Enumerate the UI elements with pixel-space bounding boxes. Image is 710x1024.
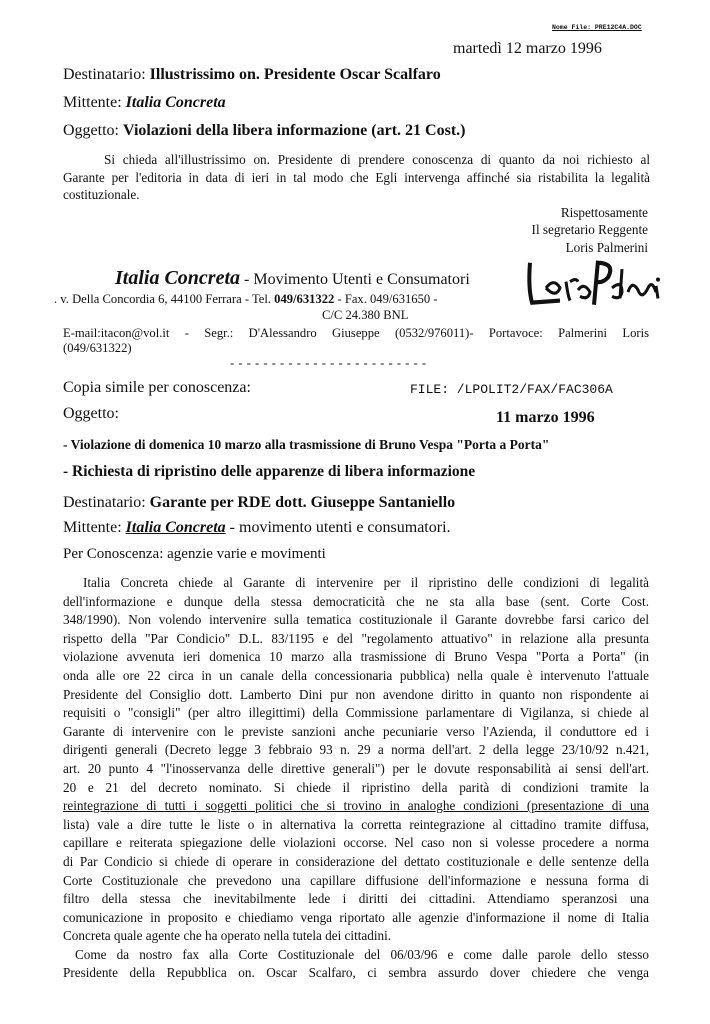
paragraph-line: 20 e 21 del decreto nominato. Si chiede il ripristino della parità di condizioni tramite la [63, 779, 649, 795]
recipient-line-2 [63, 494, 455, 512]
closing-line: Rispettosamente [560, 205, 648, 220]
handwritten-signature [524, 256, 664, 321]
file-reference: FILE: /LPOLIT2/FAX/FAC306A [410, 382, 613, 397]
recipient-value: Illustrissimo on. Presidente Oscar Scalfaro [149, 66, 441, 83]
paragraph-line: art. 20 punto 4 "l'inosservanza delle direttive generali") per le dovute responsabilità ai sensi dell'art. [63, 760, 649, 776]
letter1-body-line: costituzionale. [63, 187, 140, 202]
file-name: Nome File: PRE12C4A.DOC [552, 24, 642, 31]
paragraph-line: Concreta quale agente che ha operato nella tutela dei cittadini. [63, 928, 392, 944]
recipient-label-2: Destinatario: [63, 494, 150, 511]
main-paragraph [63, 574, 649, 983]
paragraph-line: violazione avvenuta ieri domenica 10 marzo alla trasmissione di Bruno Vespa "Porta a Porta" (in [63, 649, 649, 665]
paragraph-line: Italia Concreta chiede al Garante di intervenire per il ripristino delle condizioni di legalità [83, 575, 649, 590]
recipient-line [63, 66, 441, 84]
letter-date: martedì 12 marzo 1996 [453, 40, 602, 57]
paragraph-line: Come da nostro fax alla Corte Costituzionale del 06/03/96 e come dalle parole dello stesso [75, 946, 649, 962]
subject-line [63, 122, 465, 140]
address-line [54, 292, 438, 307]
recipient-label: Destinatario: [63, 66, 150, 83]
telephone: 049/631322 [274, 292, 335, 306]
sender-value-2: Italia Concreta [125, 519, 226, 536]
closing-line: Il segretario Reggente [531, 222, 648, 237]
paragraph-line: requisiti o "consigli" (per altro illegittimi) della Commissione parlamentare di Vigilanza, si chiede al [63, 705, 649, 721]
paragraph-line: onda alle ore 22 circa in un canale della concessionaria pubblica) nella quale è intervenuto l'attuale [63, 667, 649, 683]
paragraph-line: Presidente della Repubblica on. Oscar Scalfaro, ci sembra assurdo dover chiedere che venga [63, 965, 649, 981]
sender-line-2 [63, 519, 451, 537]
org-name: Italia Concreta [115, 267, 241, 289]
sender-label-2: Mittente: [63, 519, 126, 536]
paragraph-line: di Par Condicio si chiede di operare in considerazione del dettato costituzionale e delle sentenze della [63, 853, 649, 869]
subject-value: Violazioni della libera informazione (art. 21 Cost.) [123, 122, 466, 139]
email-line: E-mail:itacon@vol.it - Segr.: D'Alessandro Giuseppe (0532/976011)- Portavoce: Palmerini Loris [63, 326, 649, 340]
paragraph-line: Presidente del Consiglio dott. Lamberto Dini pur non avendone diritto in quanto non rispondente ai [63, 686, 649, 702]
bank-account: C/C 24.380 BNL [322, 308, 409, 322]
cc-line: Per Conoscenza: agenzie varie e movimenti [63, 546, 326, 562]
address-suffix: - Fax. 049/631650 - [334, 292, 438, 306]
paragraph-line: reintegrazione di tutti i soggetti politici che si trovino in analoghe condizioni (presentazione di una [63, 798, 649, 814]
paragraph-line: dirigenti generali (Decreto legge 3 febbraio 93 n. 29 a norma dell'art. 2 della legge 23/10/92 n.421, [63, 742, 649, 758]
letter2-date: 11 marzo 1996 [496, 409, 595, 426]
paragraph-line: comunicazione in proposito e chiediamo venga riportato alle agenzie d'informazione il nome di Italia [63, 909, 649, 925]
paragraph-line: 348/1990). Non volendo intervenire sulla tematica costituzionale il Garante dovrebbe farsi carico del [63, 612, 649, 628]
org-description: - Movimento Utenti e Consumatori [240, 271, 470, 288]
subject-label: Oggetto: [63, 122, 123, 139]
paragraph-line: capillare e reiterata spiegazione delle violazioni occorse. Nel caso non si volesse procedere a norma [63, 835, 649, 851]
violation-subject: - Violazione di domenica 10 marzo alla trasmissione di Bruno Vespa "Porta a Porta" [63, 437, 550, 452]
paragraph-line: dell'informazione e dunque della stessa democraticità che ne sta alla base (sent. Corte Cost. [63, 593, 649, 609]
paragraph-line: lista) vale a dire tutte le liste o in alternativa la corretta reintegrazione al cittadino tramite diffusa, [63, 816, 649, 832]
paragraph-line: filtro della stessa che inevitabilmente lede i diritti dei cittadini. Attendiamo speranzosi una [63, 891, 649, 907]
address-prefix: v. Della Concordia 6, 44100 Ferrara - Tel. [60, 292, 275, 306]
phone-line: (049/631322) [63, 341, 132, 355]
paragraph-line: Garante di intervenire con le previste sanzioni anche pecuniarie verso l'Azienda, il conduttore ed i [63, 723, 649, 739]
letter1-body-line: Garante per l'editoria in data di ieri in tal modo che Egli intervenga affinché sia ristabilita la legalità [63, 170, 650, 185]
sender-suffix-2: - movimento utenti e consumatori. [225, 519, 451, 536]
recipient-value-2: Garante per RDE dott. Giuseppe Santaniello [149, 494, 456, 511]
letter1-body-line: Si chieda all'illustrissimo on. Presidente di prendere conoscenza di quanto da noi richiesto al [104, 152, 650, 167]
request-subject: - Richiesta di ripristino delle apparenze di libera informazione [63, 463, 476, 480]
bullet-icon: . [54, 292, 61, 306]
sender-line [63, 94, 226, 112]
sender-label: Mittente: [63, 94, 126, 111]
closing-line: Loris Palmerini [565, 240, 648, 255]
sender-value: Italia Concreta [125, 94, 226, 111]
paragraph-line: rispetto della "Par Condicio" D.L. 83/1195 e del "regolamento attuativo" in relazione alla presunta [63, 630, 649, 646]
separator: - - - - - - - - - - - - - - - - - - - - - - - - [230, 356, 427, 370]
copy-notice: Copia simile per conoscenza: [63, 379, 251, 396]
org-title-line [115, 267, 470, 290]
paragraph-line: Corte Costituzionale che prevedono una capillare diffusione dell'informazione e nessuna forma di [63, 872, 649, 888]
subject-label-2: Oggetto: [63, 405, 119, 422]
